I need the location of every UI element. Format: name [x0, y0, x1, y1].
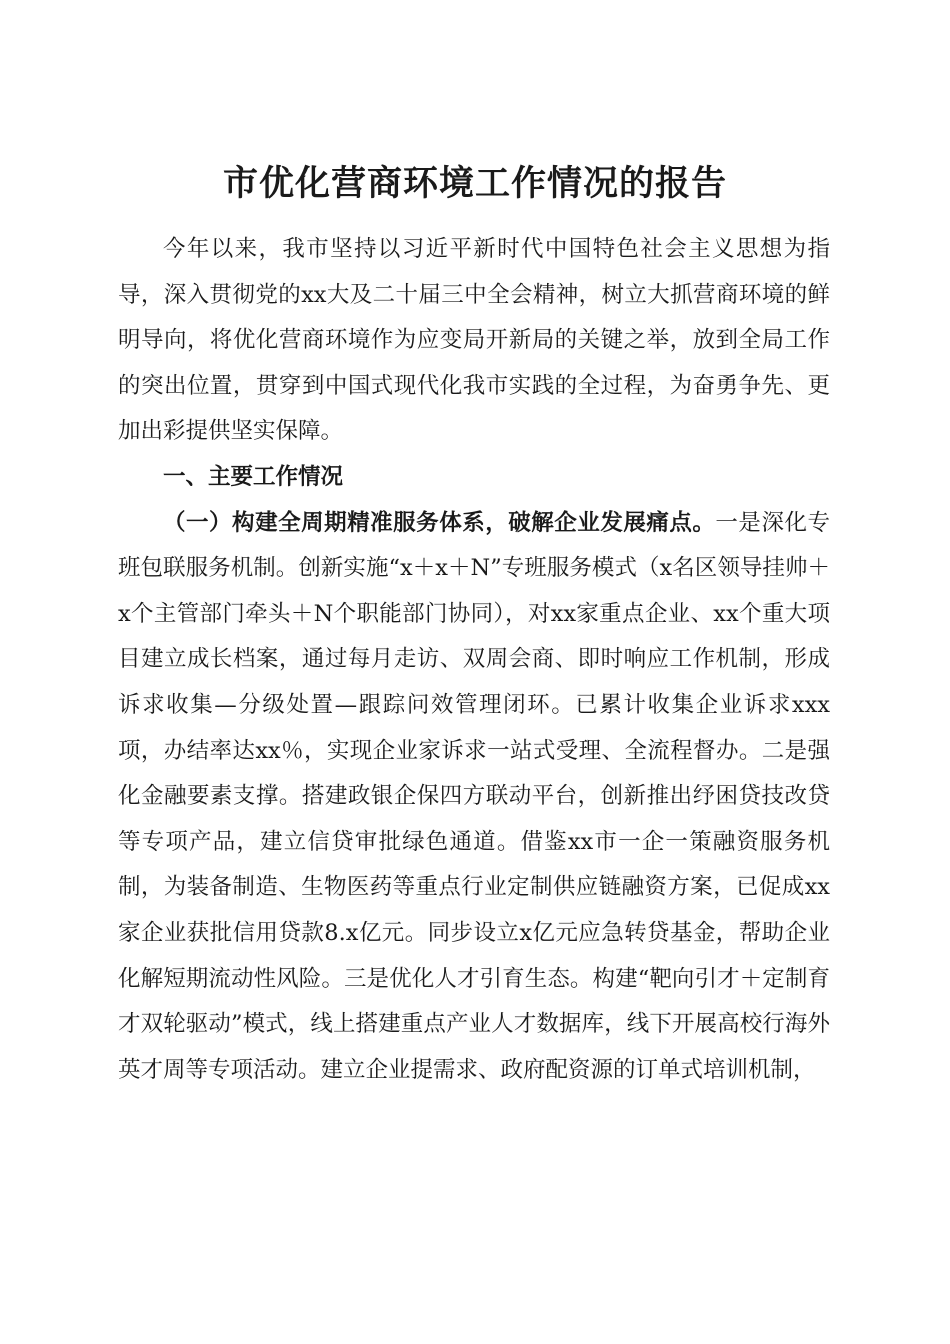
section-heading: 一、主要工作情况: [163, 463, 344, 490]
item-paragraph: [118, 501, 830, 1094]
intro-paragraph: 今年以来，我市坚持以习近平新时代中国特色社会主义思想为指导，深入贯彻党的xx大及二十届三中全会精神，树立大抓营商环境的鲜明导向，将优化营商环境作为应变局开新局的关键之举，放到全局工作的突出位置，贯穿到中国式现代化我市实践的全过程，为奋勇争先、更加出彩提供坚实保障。: [118, 236, 830, 445]
document-title: 市优化营商环境工作情况的报告: [222, 163, 727, 205]
item-body: 一是深化专班包联服务机制。创新实施“x＋x＋N”专班服务模式（x名区领导挂帅＋x个主管部门牵头＋N个职能部门协同），对xx家重点企业、xx个重大项目建立成长档案，通过每月走访、双周会商、即时响应工作机制，形成诉求收集—分级处置—跟踪问效管理闭环。已累计收集企业诉求xxx项，办结率达xx％，实现企业家诉求一站式受理、全流程督办。二是强化金融要素支撑。搭建政银企保四方联动平台，创新推出纾困贷技改贷等专项产品，建立信贷审批绿色通道。借鉴xx市一企一策融资服务机制，为装备制造、生物医药等重点行业定制供应链融资方案，已促成xx家企业获批信用贷款8.x亿元。同步设立x亿元应急转贷基金，帮助企业化解短期流动性风险。三是优化人才引育生态。构建“靶向引才＋定制育才双轮驱动”模式，线上搭建重点产业人才数据库，线下开展高校行海外英才周等专项活动。建立企业提需求、政府配资源的订单式培训机制，: [118, 509, 830, 1083]
item-heading: （一）构建全周期精准服务体系，破解企业发展痛点。: [163, 509, 716, 536]
document-body: [118, 227, 830, 1093]
